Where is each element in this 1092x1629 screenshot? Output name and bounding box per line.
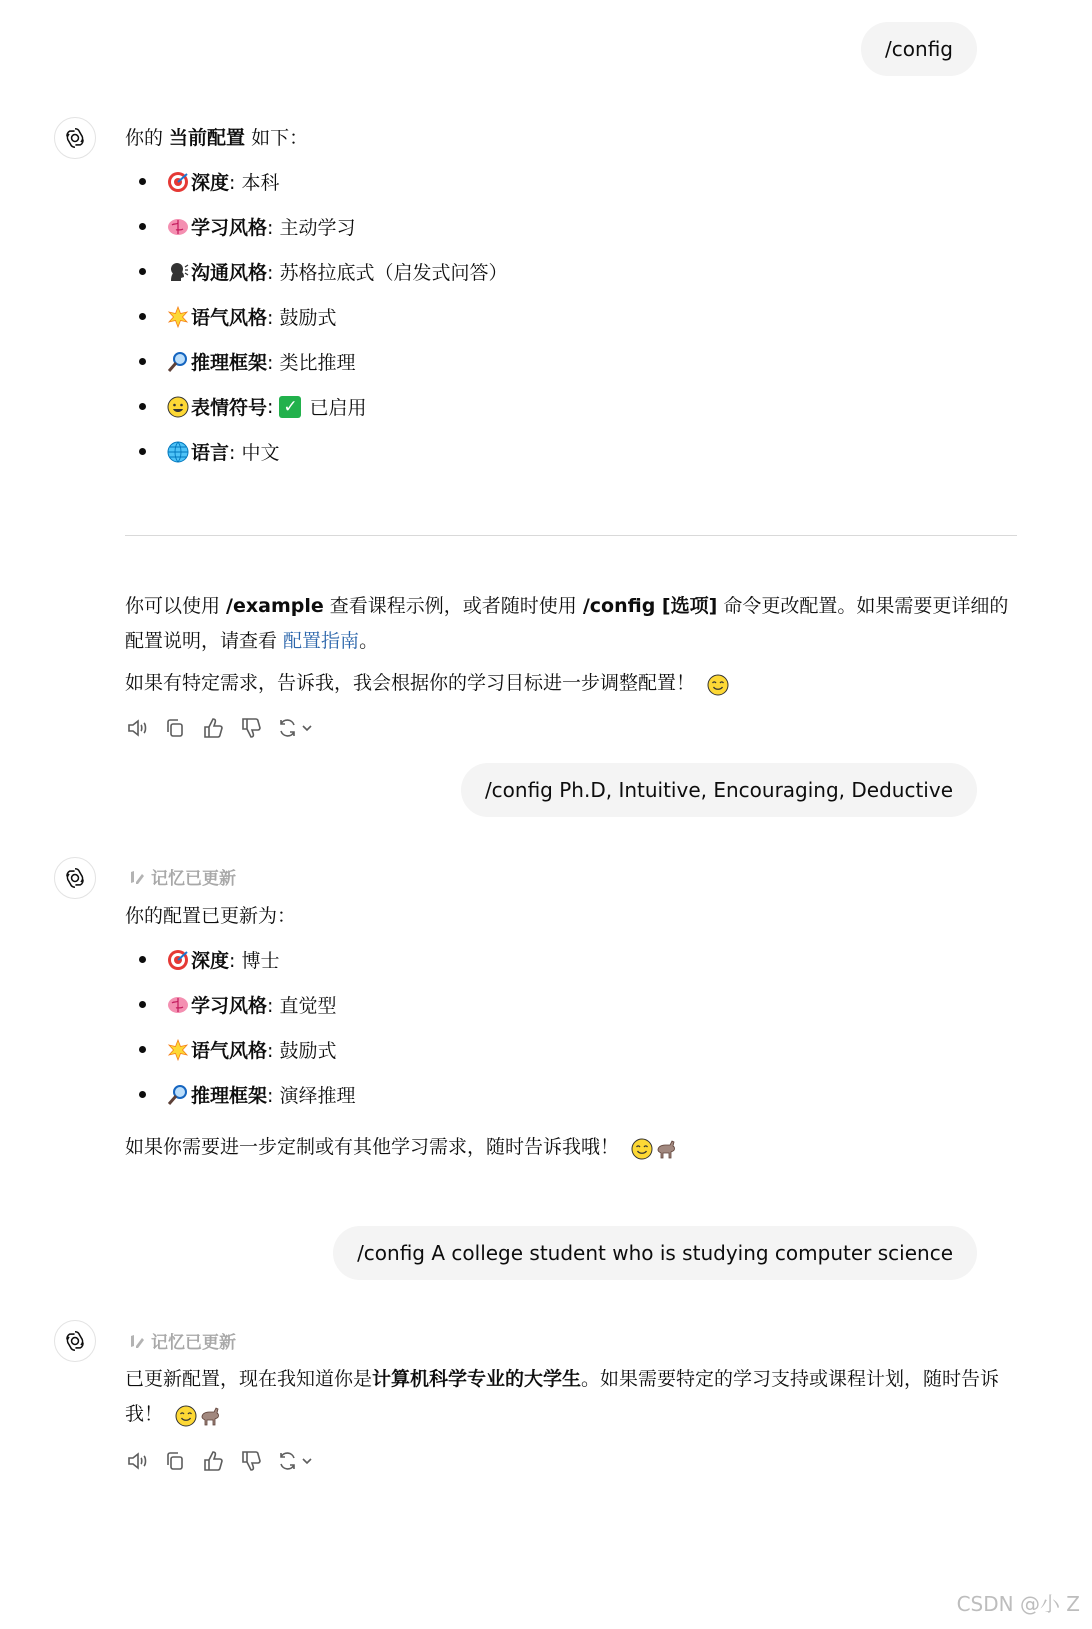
item-label: 深度: [191, 950, 230, 972]
thumbs-up-icon[interactable]: [201, 716, 225, 740]
divider: [125, 535, 1017, 536]
reply-text: [125, 1362, 1015, 1432]
intro-text-end: 如下：: [245, 127, 309, 149]
assistant-avatar: [54, 857, 96, 899]
reply-paragraph-1: [125, 589, 1015, 659]
user-message-text: /config A college student who is studying computer science: [357, 1241, 953, 1265]
para-text: 你可以使用: [125, 595, 227, 617]
item-label: 学习风格: [191, 995, 268, 1017]
reply-intro: [125, 899, 296, 933]
magnifier-emoji-icon: [167, 1084, 189, 1106]
intro-text: 你的: [125, 127, 170, 149]
item-value: 已启用: [309, 397, 367, 419]
list-item: [125, 1027, 355, 1072]
openai-logo-icon: [62, 865, 88, 891]
reply-intro: [125, 121, 308, 155]
brain-emoji-icon: [167, 994, 189, 1016]
outro-text: 如果你需要进一步定制或有其他学习需求，随时告诉我哦！: [125, 1136, 620, 1158]
config-guide-link[interactable]: 配置指南: [283, 630, 360, 652]
globe-emoji-icon: [167, 441, 189, 463]
para-text: 查看课程示例，或者随时使用: [323, 595, 583, 617]
memory-updated-badge[interactable]: [129, 864, 236, 889]
item-value: : 直觉型: [267, 995, 337, 1017]
user-message-1: [861, 22, 977, 76]
item-label: 表情符号: [191, 397, 268, 419]
message-actions: [125, 1449, 317, 1473]
config-list: [125, 159, 507, 474]
item-value: : 演绎推理: [267, 1085, 356, 1107]
user-message-2: [461, 763, 977, 817]
goat-emoji-icon: [199, 1404, 221, 1426]
para-text: 。: [359, 630, 379, 652]
reply-text-bold: 计算机科学专业的大学生: [372, 1368, 582, 1390]
item-label: 推理框架: [191, 352, 268, 374]
item-value: : 博士: [229, 950, 280, 972]
list-item: [125, 339, 507, 384]
colon-text: :: [267, 395, 280, 418]
smiling-face-emoji-icon: [175, 1404, 197, 1426]
item-label: 语言: [191, 442, 230, 464]
target-emoji-icon: [167, 949, 189, 971]
item-value: : 鼓励式: [267, 1040, 337, 1062]
item-value: : 主动学习: [267, 217, 356, 239]
copy-icon[interactable]: [163, 716, 187, 740]
read-aloud-icon[interactable]: [125, 716, 149, 740]
memory-label: 记忆已更新: [151, 869, 236, 889]
thumbs-down-icon[interactable]: [239, 1449, 263, 1473]
memory-label: 记忆已更新: [151, 1333, 236, 1353]
thumbs-up-icon[interactable]: [201, 1449, 225, 1473]
copy-icon[interactable]: [163, 1449, 187, 1473]
smiling-face-emoji-icon: [707, 673, 729, 695]
read-aloud-icon[interactable]: [125, 1449, 149, 1473]
sparkle-emoji-icon: [167, 1039, 189, 1061]
reply-paragraph-2: [125, 666, 1015, 701]
goat-emoji-icon: [655, 1137, 677, 1159]
smiling-face-emoji-icon: [631, 1137, 653, 1159]
item-value: : 鼓励式: [267, 307, 337, 329]
message-actions: [125, 716, 317, 740]
reply-text-part: 已更新配置，现在我知道你是: [125, 1368, 373, 1390]
list-item: [125, 429, 507, 474]
reply-text-part: 。如果需要特定的学习支持或课程计划，随时告诉我！: [125, 1368, 1000, 1425]
speaking-head-emoji-icon: [167, 261, 189, 283]
list-item: [125, 204, 507, 249]
checkmark-icon: ✓: [279, 396, 301, 418]
watermark: CSDN @小 Z: [956, 1592, 1080, 1616]
list-item: [125, 937, 355, 982]
item-label: 语气风格: [191, 307, 268, 329]
pencil-icon: [129, 869, 145, 885]
regenerate-icon[interactable]: [277, 716, 317, 740]
assistant-avatar: [54, 117, 96, 159]
intro-bold: 当前配置: [169, 127, 246, 149]
item-label: 语气风格: [191, 1040, 268, 1062]
sparkle-emoji-icon: [167, 306, 189, 328]
regenerate-icon[interactable]: [277, 1449, 317, 1473]
user-message-text: /config: [885, 37, 953, 61]
example-command: /example: [226, 595, 324, 617]
config-list: [125, 937, 355, 1117]
config-command: /config [选项]: [582, 595, 718, 617]
smile-emoji-icon: [167, 396, 189, 418]
magnifier-emoji-icon: [167, 351, 189, 373]
user-message-3: [333, 1226, 977, 1280]
brain-emoji-icon: [167, 216, 189, 238]
item-value: : 类比推理: [267, 352, 356, 374]
para-text: 如果有特定需求，告诉我，我会根据你的学习目标进一步调整配置！: [125, 672, 696, 694]
pencil-icon: [129, 1333, 145, 1349]
item-value: : 苏格拉底式（启发式问答）: [267, 262, 508, 284]
item-value: : 中文: [229, 442, 280, 464]
target-emoji-icon: [167, 171, 189, 193]
item-label: 学习风格: [191, 217, 268, 239]
list-item: [125, 1072, 355, 1117]
reply-outro: [125, 1130, 1015, 1165]
list-item: [125, 159, 507, 204]
memory-updated-badge[interactable]: [129, 1328, 236, 1353]
item-label: 沟通风格: [191, 262, 268, 284]
list-item: [125, 249, 507, 294]
list-item: [125, 294, 507, 339]
item-label: 推理框架: [191, 1085, 268, 1107]
openai-logo-icon: [62, 125, 88, 151]
openai-logo-icon: [62, 1328, 88, 1354]
list-item: [125, 982, 355, 1027]
item-value: : 本科: [229, 172, 280, 194]
intro-text: 你的配置已更新为：: [125, 905, 297, 927]
item-label: 深度: [191, 172, 230, 194]
assistant-avatar: [54, 1320, 96, 1362]
list-item: [125, 384, 507, 429]
thumbs-down-icon[interactable]: [239, 716, 263, 740]
para-text: 命令更改配置。如果需要更详细的配置说明，请查看: [125, 595, 1009, 652]
user-message-text: /config Ph.D, Intuitive, Encouraging, Deductive: [484, 778, 953, 802]
